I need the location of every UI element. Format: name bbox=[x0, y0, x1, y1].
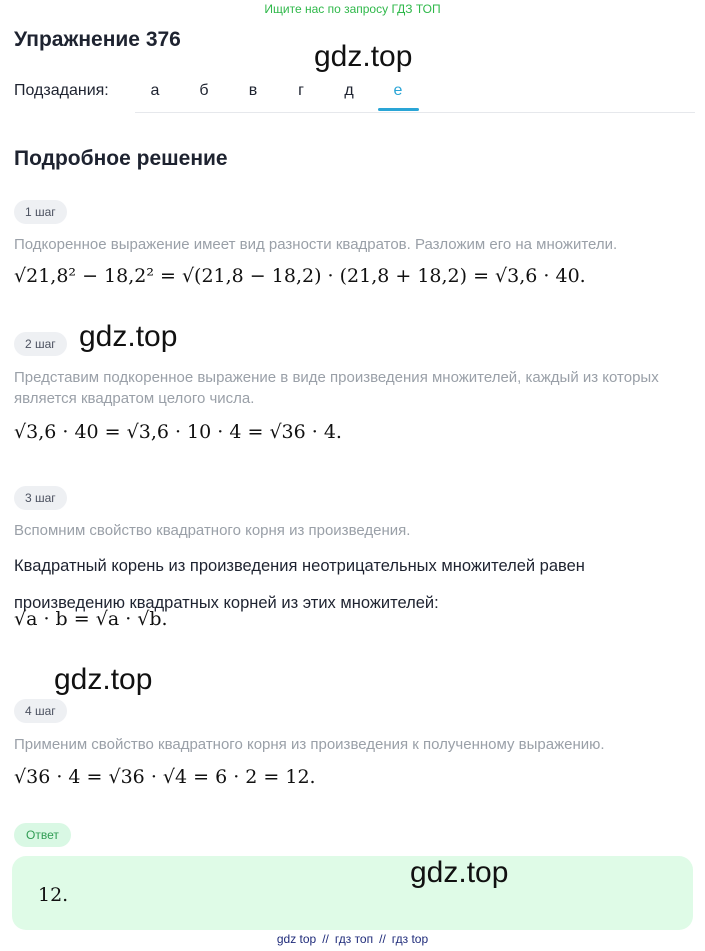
footer-link-3[interactable]: гдз top bbox=[391, 932, 429, 946]
tab-g[interactable]: г bbox=[298, 82, 304, 99]
step-3-rule-line-1: Квадратный корень из произведения неотрицательных множителей равен bbox=[14, 557, 585, 575]
footer-separator: // bbox=[379, 932, 386, 946]
step-1-description: Подкоренное выражение имеет вид разности квадратов. Разложим его на множители. bbox=[14, 236, 618, 253]
step-3-math bbox=[14, 606, 168, 632]
tab-e[interactable]: е bbox=[393, 82, 403, 99]
step-2-description: Представим подкоренное выражение в виде произведения множителей, каждый из которых является квадратом целого числа. bbox=[14, 369, 659, 407]
step-3-rule-line-2: произведению квадратных корней из этих множителей: bbox=[14, 594, 439, 612]
step-4-description: Применим свойство квадратного корня из произведения к полученному выражению. bbox=[14, 736, 605, 753]
footer-link-1[interactable]: gdz top bbox=[276, 932, 317, 946]
tab-v[interactable]: в bbox=[248, 82, 258, 99]
footer-links bbox=[0, 932, 705, 946]
answer-value: 12. bbox=[38, 884, 69, 906]
step-2-math bbox=[14, 421, 342, 443]
footer-separator: // bbox=[322, 932, 329, 946]
watermark: gdz.top bbox=[54, 663, 153, 696]
active-tab-indicator bbox=[378, 108, 419, 111]
step-4-math bbox=[14, 766, 316, 788]
step-1-badge: 1 шаг bbox=[14, 200, 67, 224]
step-4-badge: 4 шаг bbox=[14, 699, 67, 723]
step-1-formula: √21,8² − 18,2² = √(21,8 − 18,2) · (21,8 + 18,2) = √3,6 · 40. bbox=[14, 265, 586, 287]
footer-link-2[interactable]: гдз топ bbox=[334, 932, 374, 946]
answer-badge: Ответ bbox=[14, 823, 71, 847]
answer-box bbox=[12, 856, 693, 930]
section-title: Подробное решение bbox=[14, 147, 228, 170]
step-1-math bbox=[14, 265, 586, 287]
tab-a[interactable]: а bbox=[150, 82, 160, 99]
subtasks-tabs bbox=[135, 70, 695, 113]
tab-d[interactable]: д bbox=[344, 82, 354, 99]
watermark: gdz.top bbox=[314, 40, 413, 73]
step-2-badge: 2 шаг bbox=[14, 332, 67, 356]
subtasks-label: Подзадания: bbox=[14, 82, 109, 99]
step-2-formula: √3,6 · 40 = √3,6 · 10 · 4 = √36 · 4. bbox=[14, 421, 342, 443]
step-4-formula: √36 · 4 = √36 · √4 = 6 · 2 = 12. bbox=[14, 766, 316, 788]
step-3-badge: 3 шаг bbox=[14, 486, 67, 510]
step-3-formula: √a · b = √a · √b. bbox=[14, 608, 168, 630]
watermark: gdz.top bbox=[410, 856, 509, 889]
top-banner[interactable]: Ищите нас по запросу ГДЗ ТОП bbox=[264, 2, 441, 16]
watermark: gdz.top bbox=[79, 320, 178, 353]
tab-b[interactable]: б bbox=[199, 82, 209, 99]
step-3-description: Вспомним свойство квадратного корня из произведения. bbox=[14, 522, 411, 539]
exercise-title: Упражнение 376 bbox=[14, 28, 181, 51]
